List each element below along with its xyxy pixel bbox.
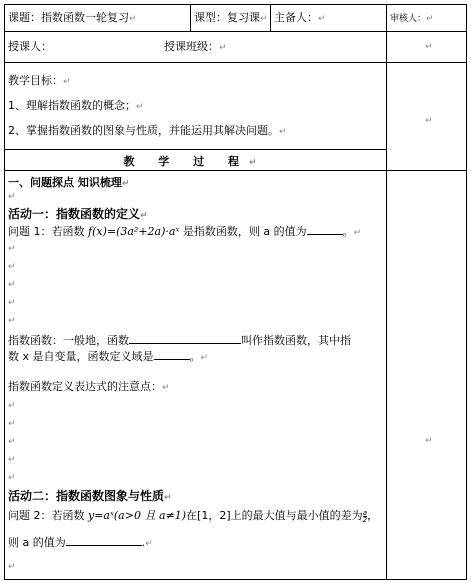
activity2-title: 活动二：指数函数图象与性质↵ [8,489,172,503]
paragraph-mark: ↵ [8,419,16,429]
notes-label: 指数函数定义表达式的注意点：↵ [8,380,170,393]
table-border-left [4,4,5,580]
question2: 问题 2：若函数 y=aˣ(a>0 且 a≠1)在[1，2]上的最大值与最小值的差为 $\frac{a}{2}$ ， [8,508,379,524]
table-border-top [4,4,467,5]
course-type-cell: 课型：复习课↵ [194,11,268,24]
topic-cell: 课题：指数函数一轮复习↵ [8,11,137,24]
paragraph-mark: ↵ [8,437,16,447]
fraction: $\frac{a}{2}$ [362,508,368,524]
table-column-line [270,4,271,32]
objective-item: 1、理解指数函数的概念；↵ [8,99,144,112]
paragraph-mark: ↵ [8,401,16,411]
table-row-line [4,170,467,171]
process-title: 教 学 过 程↵ [123,155,267,168]
paragraph-mark: ↵ [8,473,16,483]
table-row-line [4,149,386,150]
paragraph-mark: ↵ [425,42,433,52]
definition-line1: 指数函数：一般地，函数 叫作指数函数，其中指 [8,334,351,347]
question2-line2: 则 a 的值为 .↵ [8,536,153,549]
definition-line2: 数 x 是自变量，函数定义域是 。↵ [8,350,209,363]
class-cell: 授课班级：↵ [164,40,227,53]
paragraph-mark: ↵ [8,316,16,326]
table-border-bottom [4,579,467,580]
section1-title: 一、问题探点 知识梳理↵ [8,176,130,189]
paragraph-mark: ↵ [8,562,16,572]
lesson-plan-page [4,4,467,580]
paragraph-mark: ↵ [8,455,16,465]
paragraph-mark: ↵ [8,298,16,308]
table-column-line [190,4,191,32]
paragraph-mark: ↵ [8,244,16,254]
definition-blank[interactable] [129,332,241,344]
answer-blank[interactable] [307,223,343,235]
question1: 问题 1：若函数 f(x)=(3a²+2a)·aˣ 是指数函数，则 a 的值为 。↵ [8,225,362,238]
preparer-cell: 主备人：↵ [274,11,326,24]
paragraph-mark: ↵ [425,436,433,446]
paragraph-mark: ↵ [8,192,16,202]
objectives-heading: 教学目标：↵ [8,74,71,87]
reviewer-cell: 审核人：↵ [390,14,434,24]
teacher-cell: 授课人： [8,40,52,53]
paragraph-mark: ↵ [8,280,16,290]
table-border-right [466,4,467,580]
table-column-line [386,4,387,580]
domain-blank[interactable] [154,348,190,360]
table-row-line [4,31,467,32]
paragraph-mark: ↵ [425,116,433,126]
activity1-title: 活动一：指数函数的定义↵ [8,207,148,221]
paragraph-mark: ↵ [8,262,16,272]
answer-blank[interactable] [66,534,142,546]
objective-item: 2、掌握指数函数的图象与性质，并能运用其解决问题。↵ [8,124,287,137]
table-row-line [4,62,467,63]
